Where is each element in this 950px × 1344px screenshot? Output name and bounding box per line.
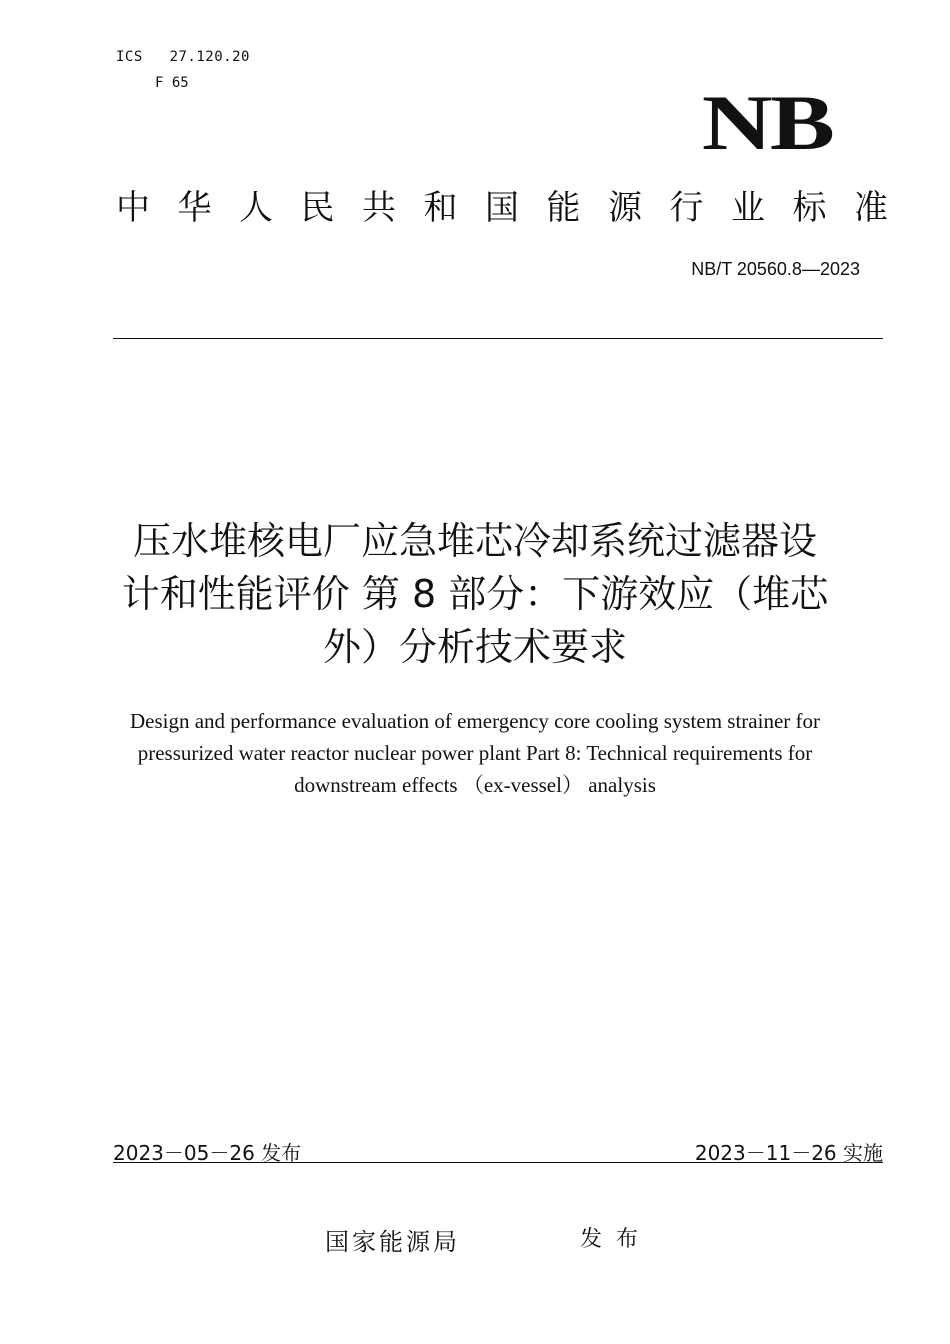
chinese-title-line: 计和性能评价 第 8 部分：下游效应（堆芯: [121, 572, 829, 616]
title-char: 人: [239, 188, 273, 228]
title-char: 标: [792, 188, 827, 228]
chinese-title-line: 外）分析技术要求: [322, 625, 627, 669]
title-char: 华: [177, 188, 212, 228]
issue-label: 发布: [580, 1227, 653, 1252]
standard-category-title: [116, 186, 888, 230]
title-char: 业: [731, 188, 765, 228]
publish-date: 2023－05－26 发布: [113, 1141, 302, 1165]
english-title: [75, 705, 875, 801]
standard-number: NB/T 20560.8—2023: [691, 259, 860, 279]
title-char: 行: [669, 188, 704, 228]
top-divider: [113, 338, 883, 339]
english-title-line: pressurized water reactor nuclear power plant Part 8: Technical requirements for: [137, 741, 813, 765]
english-title-line: Design and performance evaluation of emergency core cooling system strainer for: [129, 709, 821, 733]
issuing-authority: 国家能源局: [325, 1228, 460, 1256]
title-char: 国: [485, 188, 519, 228]
chinese-title: [60, 515, 890, 674]
title-char: 能: [546, 188, 581, 228]
ccs-code: F 65: [155, 75, 189, 91]
implement-date: 2023－11－26 实施: [694, 1141, 883, 1165]
title-char: 共: [362, 188, 396, 228]
ics-code: ICS 27.120.20: [116, 49, 250, 65]
title-char: 准: [854, 188, 888, 228]
title-char: 中: [116, 188, 150, 228]
title-char: 和: [423, 188, 458, 228]
nb-logo: NB: [701, 79, 832, 166]
bottom-divider: [113, 1162, 883, 1163]
chinese-title-line: 压水堆核电厂应急堆芯冷却系统过滤器设: [132, 519, 817, 563]
english-title-line: downstream effects （ex-vessel） analysis: [294, 773, 656, 797]
title-char: 源: [608, 188, 642, 228]
title-char: 民: [300, 188, 335, 228]
